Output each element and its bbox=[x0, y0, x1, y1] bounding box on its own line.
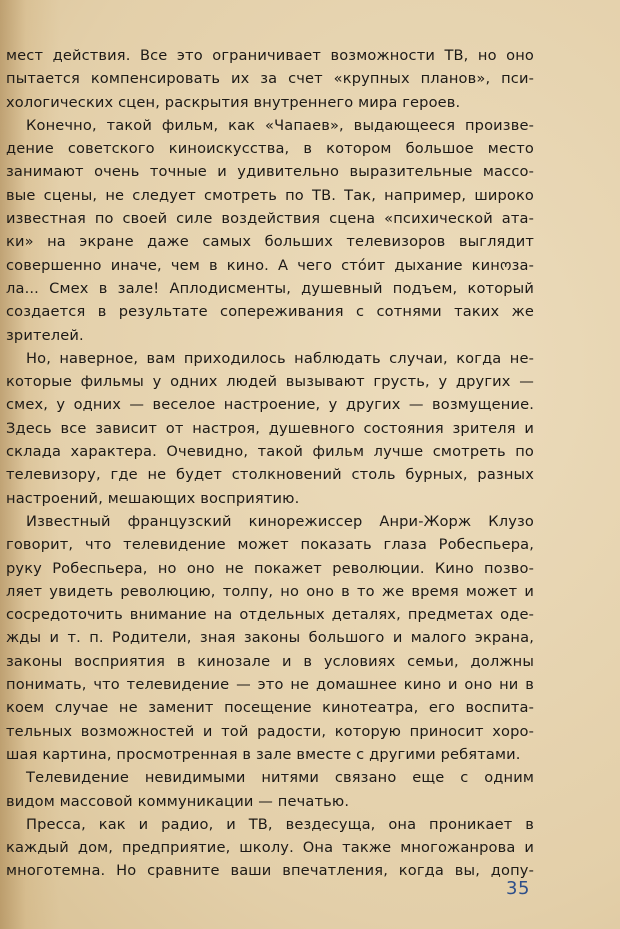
text-line: законы восприятия в кинозале и в условиях семьи, должны bbox=[6, 652, 534, 670]
text-line: хологических сцен, раскрытия внутреннего мира героев. bbox=[6, 93, 461, 111]
paragraph bbox=[6, 347, 534, 510]
text-line: известная по своей силе воздействия сцена «психической ата- bbox=[6, 210, 534, 228]
text-line: Здесь все зависит от настроя, душевного состояния зрителя и bbox=[6, 419, 534, 437]
paragraph bbox=[6, 766, 534, 813]
text-line: настроений, мешающих восприятию. bbox=[6, 489, 300, 507]
text-line: дение советского киноискусства, в котором большое место bbox=[6, 140, 534, 158]
text-line: шая картина, просмотренная в зале вместе с другими ребятами. bbox=[6, 745, 521, 763]
text-line: ла... Смех в зале! Аплодисменты, душевный подъем, который bbox=[6, 279, 534, 297]
text-line: Но, наверное, вам приходилось наблюдать случаи, когда не- bbox=[26, 349, 534, 367]
text-line: каждый дом, предприятие, школу. Она также многожанрова и bbox=[6, 839, 534, 857]
text-line: Телевидение невидимыми нитями связано еще с одним bbox=[26, 769, 534, 787]
text-line: многотемна. Но сравните ваши впечатления, когда вы, допу- bbox=[6, 862, 534, 880]
text-line: тельных возможностей и той радости, которую приносит хоро- bbox=[6, 722, 534, 740]
text-line: коем случае не заменит посещение кинотеатра, его воспита- bbox=[6, 699, 534, 717]
text-line: совершенно иначе, чем в кино. А чего стóит дыхание кинოза- bbox=[6, 256, 534, 274]
text-line: занимают очень точные и удивительно выразительные массо- bbox=[6, 163, 534, 181]
text-line: Известный французский кинорежиссер Анри-Жорж Клузо bbox=[26, 512, 534, 530]
text-line: говорит, что телевидение может показать глаза Робеспьера, bbox=[6, 536, 534, 554]
text-line: склада характера. Очевидно, такой фильм лучше смотреть по bbox=[6, 443, 534, 461]
text-line: мест действия. Все это ограничивает возможности ТВ, но оно bbox=[6, 47, 534, 64]
text-line: ки» на экране даже самых больших телевизоров выглядит bbox=[6, 233, 534, 251]
paragraph bbox=[6, 510, 534, 766]
text-line: сосредоточить внимание на отдельных деталях, предметах оде- bbox=[6, 606, 534, 624]
text-line: телевизору, где не будет столкновений столь бурных, разных bbox=[6, 466, 534, 484]
text-line: понимать, что телевидение — это не домашнее кино и оно ни в bbox=[6, 676, 534, 694]
text-line: смех, у одних — веселое настроение, у других — возмущение. bbox=[6, 396, 534, 414]
text-line: Пресса, как и радио, и ТВ, вездесуща, она проникает в bbox=[26, 815, 534, 833]
paragraph bbox=[6, 813, 534, 883]
text-line: ляет увидеть революцию, толпу, но оно в то же время может и bbox=[6, 582, 534, 600]
text-line: видом массовой коммуникации — печатью. bbox=[6, 792, 350, 810]
paragraph bbox=[6, 44, 534, 114]
text-line: вые сцены, не следует смотреть по ТВ. Так, например, широко bbox=[6, 186, 534, 204]
paragraph bbox=[6, 114, 534, 347]
text-line: создается в результате сопереживания с сотнями таких же bbox=[6, 303, 534, 321]
text-line: руку Робеспьера, но оно не покажет революции. Кино позво- bbox=[6, 559, 534, 577]
text-line: зрителей. bbox=[6, 326, 84, 344]
page-number: 35 bbox=[506, 878, 530, 899]
body-text bbox=[6, 44, 534, 883]
text-line: жды и т. п. Родители, зная законы большого и малого экрана, bbox=[6, 629, 534, 647]
text-line: Конечно, такой фильм, как «Чапаев», выдающееся произве- bbox=[26, 116, 534, 134]
text-line: пытается компенсировать их за счет «крупных планов», пси- bbox=[6, 70, 534, 88]
text-line: которые фильмы у одних людей вызывают грусть, у других — bbox=[6, 373, 534, 391]
